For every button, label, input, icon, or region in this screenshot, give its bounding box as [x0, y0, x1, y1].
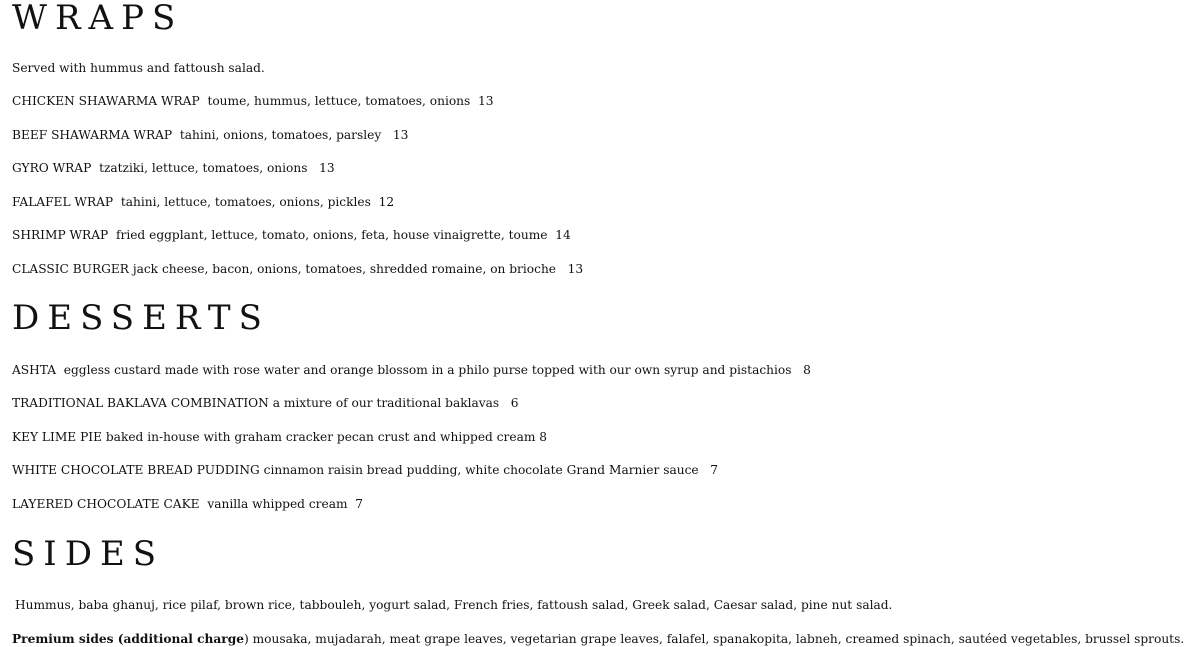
item-price: 14	[555, 228, 571, 242]
item-price: 13	[567, 262, 584, 276]
premium-sides-label: Premium sides (additional charge	[12, 632, 244, 646]
menu-item	[12, 227, 571, 243]
item-description: tzatziki, lettuce, tomatoes, onions	[99, 161, 308, 175]
menu-item	[12, 496, 363, 512]
item-price: 8	[803, 363, 811, 377]
item-description: eggless custard made with rose water and orange blossom in a philo purse topped with our own syrup and pistachios	[63, 363, 792, 377]
item-description: a mixture of our traditional baklavas	[272, 396, 500, 410]
menu-item	[12, 429, 547, 445]
item-price: 7	[710, 463, 718, 477]
item-name: LAYERED CHOCOLATE CAKE	[12, 497, 200, 511]
item-price: 6	[510, 396, 519, 410]
item-price: 13	[319, 161, 335, 175]
menu-item	[12, 395, 519, 411]
menu-item	[12, 194, 394, 210]
item-name: SHRIMP WRAP	[12, 228, 109, 242]
premium-sides-list: mousaka, mujadarah, meat grape leaves, vegetarian grape leaves, falafel, spanakopita, labneh, creamed spinach, sautéed vegetables, brussel sprouts.	[252, 632, 1184, 646]
item-description: baked in-house with graham cracker pecan crust and whipped cream	[105, 430, 536, 444]
item-price: 7	[355, 497, 364, 511]
item-description: tahini, lettuce, tomatoes, onions, pickles	[120, 195, 371, 209]
item-price: 12	[378, 195, 395, 209]
item-price: 13	[392, 128, 409, 142]
item-name: KEY LIME PIE	[12, 430, 102, 444]
menu-item	[12, 93, 494, 109]
wraps-intro: Served with hummus and fattoush salad.	[12, 61, 265, 75]
item-description: toume, hummus, lettuce, tomatoes, onions	[207, 94, 471, 108]
item-price: 13	[478, 94, 494, 108]
sides-heading: SIDES	[12, 534, 165, 574]
item-description: fried eggplant, lettuce, tomato, onions, feta, house vinaigrette, toume	[115, 228, 548, 242]
item-description: cinnamon raisin bread pudding, white chocolate Grand Marnier sauce	[263, 463, 699, 477]
item-name: CLASSIC BURGER	[12, 262, 129, 276]
item-description: jack cheese, bacon, onions, tomatoes, shredded romaine, on brioche	[132, 262, 557, 276]
desserts-heading: DESSERTS	[12, 298, 270, 338]
item-name: TRADITIONAL BAKLAVA COMBINATION	[12, 396, 269, 410]
item-name: BEEF SHAWARMA WRAP	[12, 128, 173, 142]
item-name: CHICKEN SHAWARMA WRAP	[12, 94, 200, 108]
menu-item	[12, 462, 718, 478]
item-name: GYRO WRAP	[12, 161, 92, 175]
sides-premium	[12, 631, 1184, 647]
sides-regular: Hummus, baba ghanuj, rice pilaf, brown rice, tabbouleh, yogurt salad, French fries, fattoush salad, Greek salad, Caesar salad, pine nut salad.	[15, 598, 893, 612]
menu-item	[12, 160, 335, 176]
item-description: vanilla whipped cream	[207, 497, 348, 511]
menu-item	[12, 362, 811, 378]
item-description: tahini, onions, tomatoes, parsley	[179, 128, 382, 142]
item-name: ASHTA	[12, 363, 57, 377]
menu-item	[12, 127, 408, 143]
item-name: FALAFEL WRAP	[12, 195, 114, 209]
premium-sides-paren: )	[243, 632, 249, 646]
wraps-heading: WRAPS	[12, 0, 184, 38]
menu-item	[12, 261, 583, 277]
item-price: 8	[539, 430, 548, 444]
item-name: WHITE CHOCOLATE BREAD PUDDING	[12, 463, 260, 477]
